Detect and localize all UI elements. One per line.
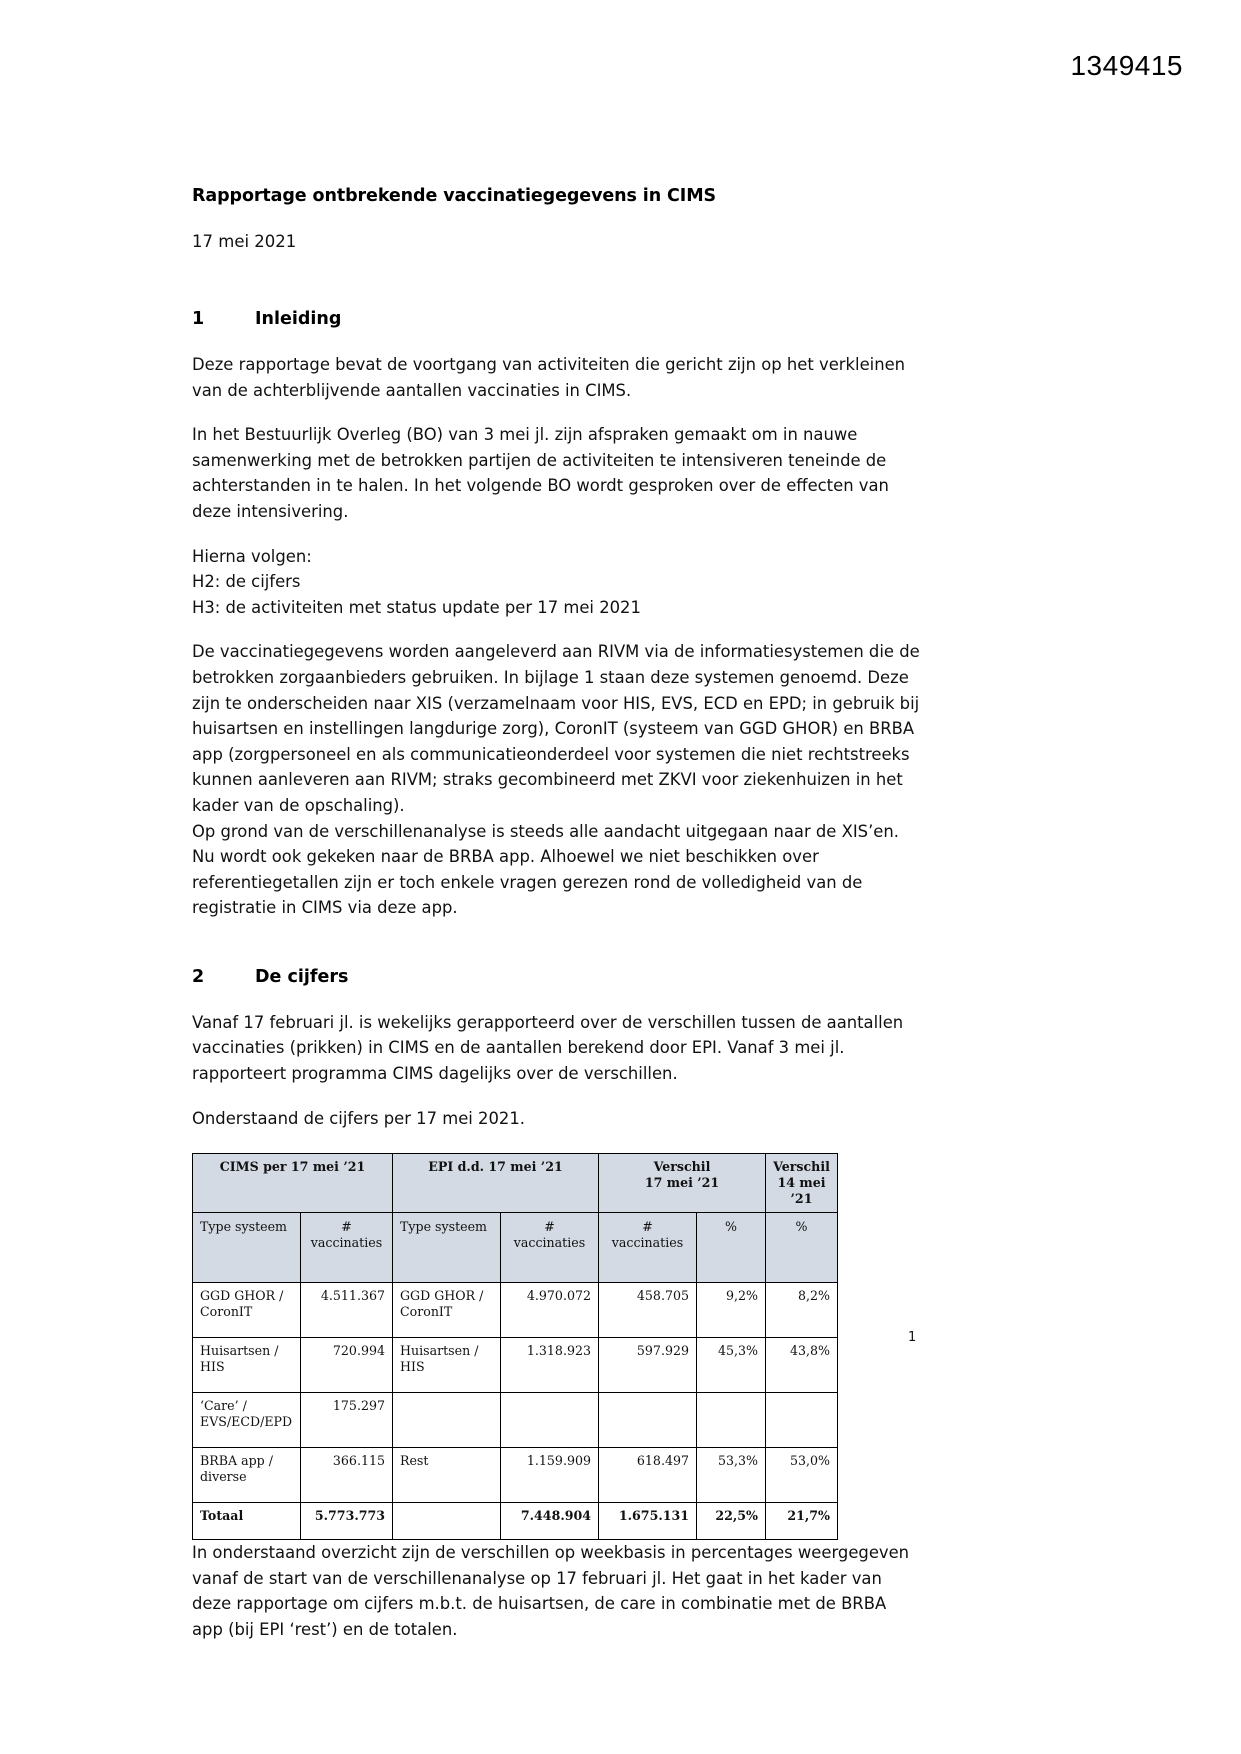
cell-epi-type: Huisartsen / HIS	[393, 1338, 501, 1393]
cell-epi-type	[393, 1393, 501, 1448]
document-body	[192, 186, 920, 1662]
subheader-epi-type: Type systeem	[393, 1213, 501, 1283]
section-title-1: Inleiding	[255, 309, 342, 329]
cell-epi-type: GGD GHOR / CoronIT	[393, 1283, 501, 1338]
cell-diff-pct: 53,3%	[697, 1448, 766, 1503]
cell-diff-count	[599, 1393, 697, 1448]
table-row	[193, 1448, 838, 1503]
figures-paragraph-2: Onderstaand de cijfers per 17 mei 2021.	[192, 1108, 525, 1128]
table-subheader-row	[193, 1213, 838, 1283]
figures-paragraph-1: Vanaf 17 februari jl. is wekelijks gerapporteerd over de verschillen tussen de aantallen vaccinaties (prikken) in CIMS en de aantallen berekend door EPI. Vanaf 3 mei jl. rapporteert programma CIMS dagelijks over de verschillen.	[192, 1012, 904, 1084]
subheader-epi-count	[501, 1213, 599, 1283]
page-number: 1	[908, 1330, 917, 1345]
subheader-prev-pct: %	[766, 1213, 838, 1283]
cell-epi-type: Rest	[393, 1448, 501, 1503]
subheader-cims-count-line1: #	[341, 1219, 352, 1235]
section-heading-de-cijfers	[192, 967, 920, 987]
cell-cims-count: 720.994	[301, 1338, 393, 1393]
cell-diff-count: 458.705	[599, 1283, 697, 1338]
cell-diff-count: 597.929	[599, 1338, 697, 1393]
cell-cims-type: Huisartsen / HIS	[193, 1338, 301, 1393]
section-number-2: 2	[192, 966, 205, 987]
intro-paragraph-4: Op grond van de verschillenanalyse is steeds alle aandacht uitgegaan naar de XIS’en. Nu wordt ook gekeken naar de BRBA app. Alhoewel we niet beschikken over referentiegetallen zijn er toch enkele vragen gerezen rond de volledigheid van de registratie in CIMS via deze app.	[192, 821, 899, 918]
subheader-diff-count-line2: vaccinaties	[611, 1235, 684, 1251]
cell-diff-count: 618.497	[599, 1448, 697, 1503]
cell-cims-count: 366.115	[301, 1448, 393, 1503]
cell-epi-count: 4.970.072	[501, 1283, 599, 1338]
cell-diff-pct: 45,3%	[697, 1338, 766, 1393]
subheader-cims-count-line2: vaccinaties	[310, 1235, 383, 1251]
document-number: 1349415	[1070, 50, 1183, 81]
cell-cims-count: 4.511.367	[301, 1283, 393, 1338]
cell-diff-pct: 22,5%	[697, 1503, 766, 1540]
subheader-cims-count	[301, 1213, 393, 1283]
group-header-verschil-14-line1: Verschil	[773, 1159, 830, 1175]
subheader-diff-count-line1: #	[642, 1219, 653, 1235]
page-title: Rapportage ontbrekende vaccinatiegegevens in CIMS	[192, 186, 717, 206]
cell-epi-count: 1.318.923	[501, 1338, 599, 1393]
vaccination-figures-table	[192, 1153, 838, 1540]
cell-diff-count: 1.675.131	[599, 1503, 697, 1540]
outline-item-h3: H3: de activiteiten met status update per 17 mei 2021	[192, 597, 641, 617]
cell-cims-type: Totaal	[193, 1503, 301, 1540]
cell-prev-pct: 8,2%	[766, 1283, 838, 1338]
group-header-verschil-17-line2: 17 mei ’21	[644, 1175, 720, 1191]
cell-cims-type: ‘Care’ / EVS/ECD/EPD	[193, 1393, 301, 1448]
group-header-epi: EPI d.d. 17 mei ’21	[393, 1154, 599, 1213]
cell-cims-type: BRBA app / diverse	[193, 1448, 301, 1503]
section-title-2: De cijfers	[255, 966, 349, 987]
cell-epi-count	[501, 1393, 599, 1448]
subheader-cims-type: Type systeem	[193, 1213, 301, 1283]
section-heading-inleiding	[192, 309, 920, 329]
cell-prev-pct: 43,8%	[766, 1338, 838, 1393]
subheader-epi-count-line2: vaccinaties	[513, 1235, 586, 1251]
outline-intro: Hierna volgen:	[192, 546, 312, 566]
table-row	[193, 1503, 838, 1540]
cell-diff-pct: 9,2%	[697, 1283, 766, 1338]
group-header-verschil-14-line2: 14 mei ’21	[777, 1175, 826, 1207]
table-group-header-row	[193, 1154, 838, 1213]
group-header-cims: CIMS per 17 mei ’21	[193, 1154, 393, 1213]
section-number-1: 1	[192, 309, 205, 329]
cell-prev-pct	[766, 1393, 838, 1448]
cell-epi-type	[393, 1503, 501, 1540]
cell-diff-pct	[697, 1393, 766, 1448]
figures-paragraph-after-table: In onderstaand overzicht zijn de verschillen op weekbasis in percentages weergegeven vanaf de start van de verschillenanalyse op 17 februari jl. Het gaat in het kader van deze rapportage om cijfers m.b.t. de huisartsen, de care in combinatie met de BRBA app (bij EPI ‘rest’) en de totalen.	[192, 1543, 910, 1640]
table-row	[193, 1393, 838, 1448]
cell-cims-count: 5.773.773	[301, 1503, 393, 1540]
intro-paragraph-1: Deze rapportage bevat de voortgang van activiteiten die gericht zijn op het verkleinen van de achterblijvende aantallen vaccinaties in CIMS.	[192, 355, 906, 400]
group-header-verschil-14-mei	[766, 1154, 838, 1213]
table-header	[193, 1154, 838, 1283]
subheader-diff-count	[599, 1213, 697, 1283]
table-body	[193, 1283, 838, 1540]
outline-item-h2: H2: de cijfers	[192, 572, 301, 592]
table-row	[193, 1338, 838, 1393]
intro-paragraph-3: De vaccinatiegegevens worden aangeleverd aan RIVM via de informatiesystemen die de betrokken zorgaanbieders gebruiken. In bijlage 1 staan deze systemen genoemd. Deze zijn te onderscheiden naar XIS (verzamelnaam voor HIS, EVS, ECD en EPD; in gebruik bij huisartsen en instellingen langdurige zorg), CoronIT (systeem van GGD GHOR) en BRBA app (zorgpersoneel en als communicatieonderdeel voor systemen die niet rechtstreeks kunnen aanleveren aan RIVM; straks gecombineerd met ZKVI voor ziekenhuizen in het kader van de opschaling).	[192, 642, 920, 815]
cell-prev-pct: 21,7%	[766, 1503, 838, 1540]
subheader-epi-count-line1: #	[544, 1219, 555, 1235]
cell-epi-count: 1.159.909	[501, 1448, 599, 1503]
subheader-diff-pct: %	[697, 1213, 766, 1283]
intro-paragraph-2: In het Bestuurlijk Overleg (BO) van 3 mei jl. zijn afspraken gemaakt om in nauwe samenwerking met de betrokken partijen de activiteiten te intensiveren teneinde de achterstanden in te halen. In het volgende BO wordt gesproken over de effecten van deze intensivering.	[192, 425, 889, 521]
document-date: 17 mei 2021	[192, 232, 297, 251]
cell-epi-count: 7.448.904	[501, 1503, 599, 1540]
group-header-verschil-17-mei	[599, 1154, 766, 1213]
cell-cims-count: 175.297	[301, 1393, 393, 1448]
outline-list	[192, 544, 920, 621]
group-header-verschil-17-line1: Verschil	[653, 1159, 711, 1175]
cell-prev-pct: 53,0%	[766, 1448, 838, 1503]
cell-cims-type: GGD GHOR / CoronIT	[193, 1283, 301, 1338]
table-row	[193, 1283, 838, 1338]
